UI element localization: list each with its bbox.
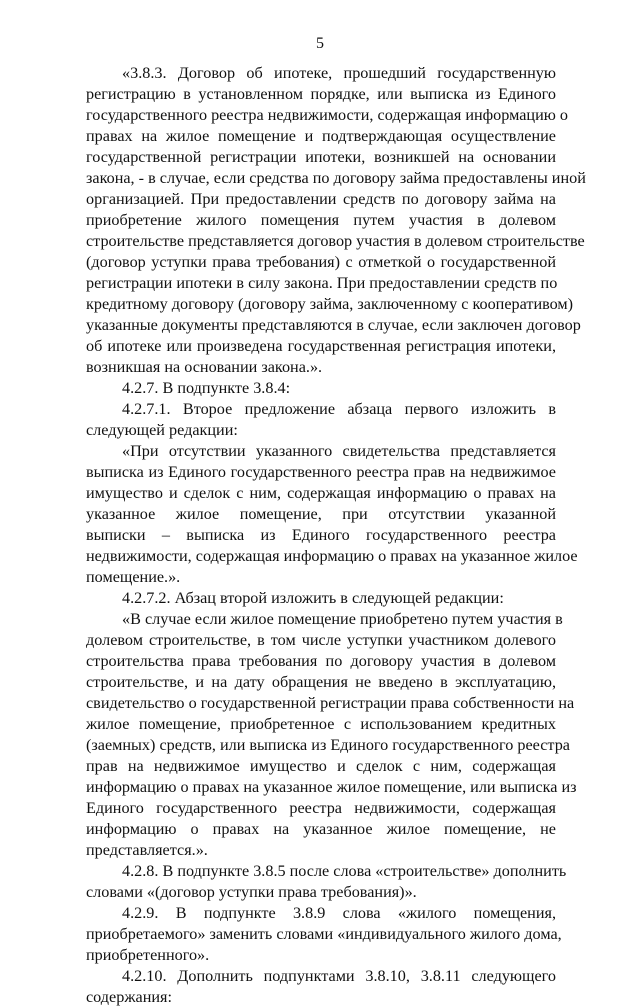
text-line: 4.2.7. В подпункте 3.8.4: (122, 379, 291, 397)
text-line: государственной регистрации ипотеки, возникшей на основании (86, 148, 556, 166)
text-line: приобретаемого» заменить словами «индивидуального жилого дома, (86, 925, 562, 943)
text-line: правах на жилое помещение и подтверждающая осуществление (86, 127, 556, 145)
text-line: регистрацию в установленном порядке, или выписка из Единого (86, 85, 556, 103)
text-line: содержания: (86, 988, 172, 1006)
text-line: возникшая на основании закона.». (86, 358, 323, 376)
text-line: указанное жилое помещение, при отсутствии указанной (86, 505, 556, 523)
page-number: 5 (316, 35, 324, 52)
text-line: 4.2.10. Дополнить подпунктами 3.8.10, 3.8.11 следующего (122, 967, 556, 985)
text-line: (заемных) средств, или выписка из Единого государственного реестра (86, 736, 570, 754)
text-line: информацию о правах на указанное жилое помещение, или выписка из (86, 778, 577, 796)
text-line: (договор уступки права требования) с отметкой о государственной (86, 253, 556, 271)
text-line: 4.2.7.1. Второе предложение абзаца первого изложить в (122, 400, 556, 418)
text-line: имущество и сделок с ним, содержащая информацию о правах на (86, 484, 556, 502)
text-line: строительстве, и на дату обращения не введено в эксплуатацию, (86, 673, 556, 691)
text-line: «В случае если жилое помещение приобретено путем участия в (122, 610, 563, 628)
text-line: «3.8.3. Договор об ипотеке, прошедший государственную (122, 64, 556, 82)
text-line: прав на недвижимое имущество и сделок с ним, содержащая (86, 757, 556, 775)
text-line: «При отсутствии указанного свидетельства представляется (122, 442, 556, 460)
text-line: представляется.». (86, 841, 208, 859)
text-line: следующей редакции: (86, 421, 238, 439)
text-line: государственного реестра недвижимости, содержащая информацию о (86, 106, 568, 124)
text-line: свидетельство о государственной регистрации права собственности на (86, 694, 575, 712)
text-line: словами «(договор уступки права требования)». (86, 883, 417, 901)
text-line: регистрации ипотеки в силу закона. При предоставлении средств по (86, 274, 558, 292)
text-line: информацию о правах на указанное жилое помещение, не (86, 820, 556, 838)
text-line: жилое помещение, приобретенное с использованием кредитных (86, 715, 556, 733)
text-line: приобретенного». (86, 946, 210, 964)
text-line: недвижимости, содержащая информацию о правах на указанное жилое (86, 547, 578, 565)
text-line: помещение.». (86, 568, 181, 586)
text-line: Единого государственного реестра недвижимости, содержащая (86, 799, 556, 817)
text-line: приобретение жилого помещения путем участия в долевом (86, 211, 556, 229)
text-line: кредитному договору (договору займа, заключенному с кооперативом) (86, 295, 574, 313)
text-line: строительства права требования по договору участия в долевом (86, 652, 556, 670)
text-line: строительстве представляется договор участия в долевом строительстве (86, 232, 585, 250)
text-line: 4.2.7.2. Абзац второй изложить в следующей редакции: (122, 589, 504, 607)
text-line: закона, - в случае, если средства по договору займа предоставлены иной (86, 169, 586, 187)
text-line: организацией. При предоставлении средств по договору займа на (86, 190, 556, 208)
text-line: выписка из Единого государственного реестра прав на недвижимое (86, 463, 556, 481)
text-line: указанные документы представляются в случае, если заключен договор (86, 316, 581, 334)
text-line: выписки – выписка из Единого государственного реестра (86, 526, 556, 544)
body-text (86, 63, 586, 1008)
text-line: 4.2.8. В подпункте 3.8.5 после слова «строительстве» дополнить (122, 862, 567, 880)
text-line: долевом строительстве, в том числе уступки участником долевого (86, 631, 556, 649)
text-line: 4.2.9. В подпункте 3.8.9 слова «жилого помещения, (122, 904, 556, 922)
text-line: об ипотеке или произведена государственная регистрация ипотеки, (86, 337, 556, 355)
